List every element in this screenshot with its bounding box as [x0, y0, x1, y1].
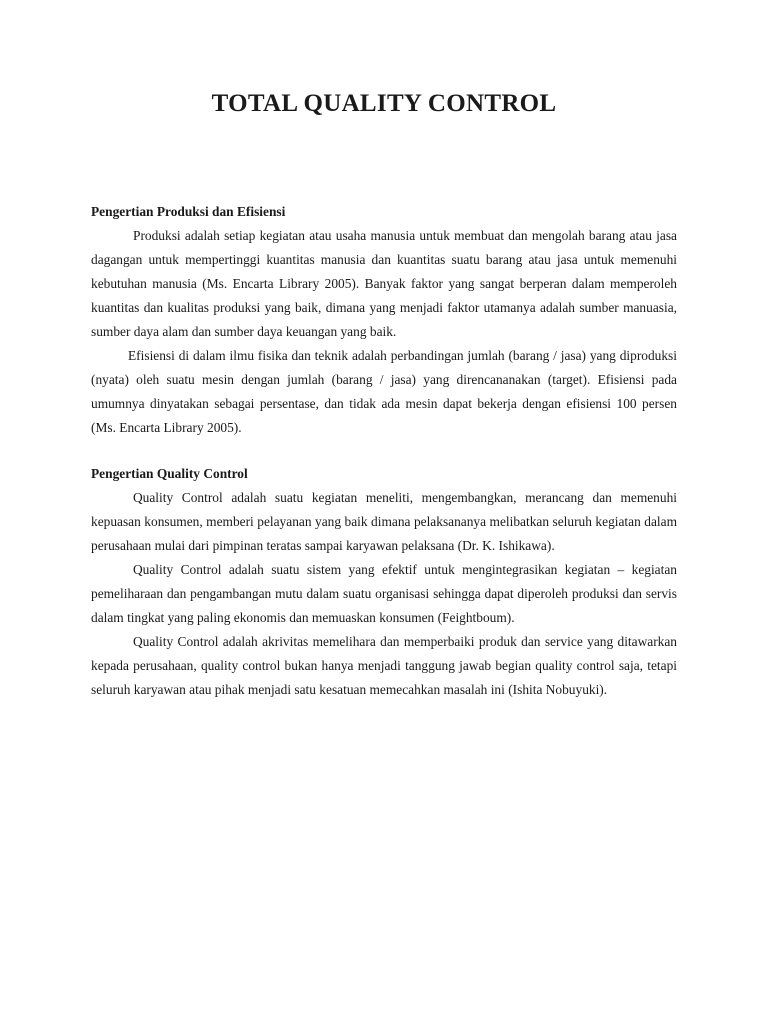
paragraph: Efisiensi di dalam ilmu fisika dan teknik adalah perbandingan jumlah (barang / jasa) yang diproduksi (nyata) oleh suatu mesin dengan jumlah (barang / jasa) yang direncananakan (target). Efisiensi pada umumnya dinyatakan sebagai persentase, dan tidak ada mesin dapat bekerja dengan efisiensi 100 persen (Ms. Encarta Library 2005).	[91, 348, 677, 435]
paragraph: Quality Control adalah akrivitas memelihara dan memperbaiki produk dan service yang ditawarkan kepada perusahaan, quality control bukan hanya menjadi tanggung jawab begian quality control saja, tetapi seluruh karyawan atau pihak menjadi satu kesatuan memecahkan masalah ini (Ishita Nobuyuki).	[91, 634, 677, 697]
section-quality-control	[91, 462, 677, 702]
section-heading: Pengertian Quality Control	[91, 466, 248, 481]
paragraph: Quality Control adalah suatu sistem yang efektif untuk mengintegrasikan kegiatan – kegiatan pemeliharaan dan pengambangan mutu dalam suatu organisasi sehingga dapat diperoleh produksi dan servis dalam tingkat yang paling ekonomis dan memuaskan konsumen (Feightboum).	[91, 562, 677, 625]
document-title: TOTAL QUALITY CONTROL	[211, 90, 557, 117]
paragraph: Quality Control adalah suatu kegiatan meneliti, mengembangkan, merancang dan memenuhi kepuasan konsumen, memberi pelayanan yang baik dimana pelaksananya melibatkan seluruh kegiatan dalam perusahaan mulai dari pimpinan teratas sampai karyawan pelaksana (Dr. K. Ishikawa).	[91, 490, 677, 553]
paragraph: Produksi adalah setiap kegiatan atau usaha manusia untuk membuat dan mengolah barang atau jasa dagangan untuk mempertinggi kuantitas manusia dan kuantitas suatu barang atau jasa untuk memenuhi kebutuhan manusia (Ms. Encarta Library 2005). Banyak faktor yang sangat berperan dalam memperoleh kuantitas dan kualitas produksi yang baik, dimana yang menjadi faktor utamanya adalah sumber manuasia, sumber daya alam dan sumber daya keuangan yang baik.	[91, 228, 677, 339]
section-produksi-efisiensi	[91, 200, 677, 440]
section-heading: Pengertian Produksi dan Efisiensi	[91, 204, 286, 219]
